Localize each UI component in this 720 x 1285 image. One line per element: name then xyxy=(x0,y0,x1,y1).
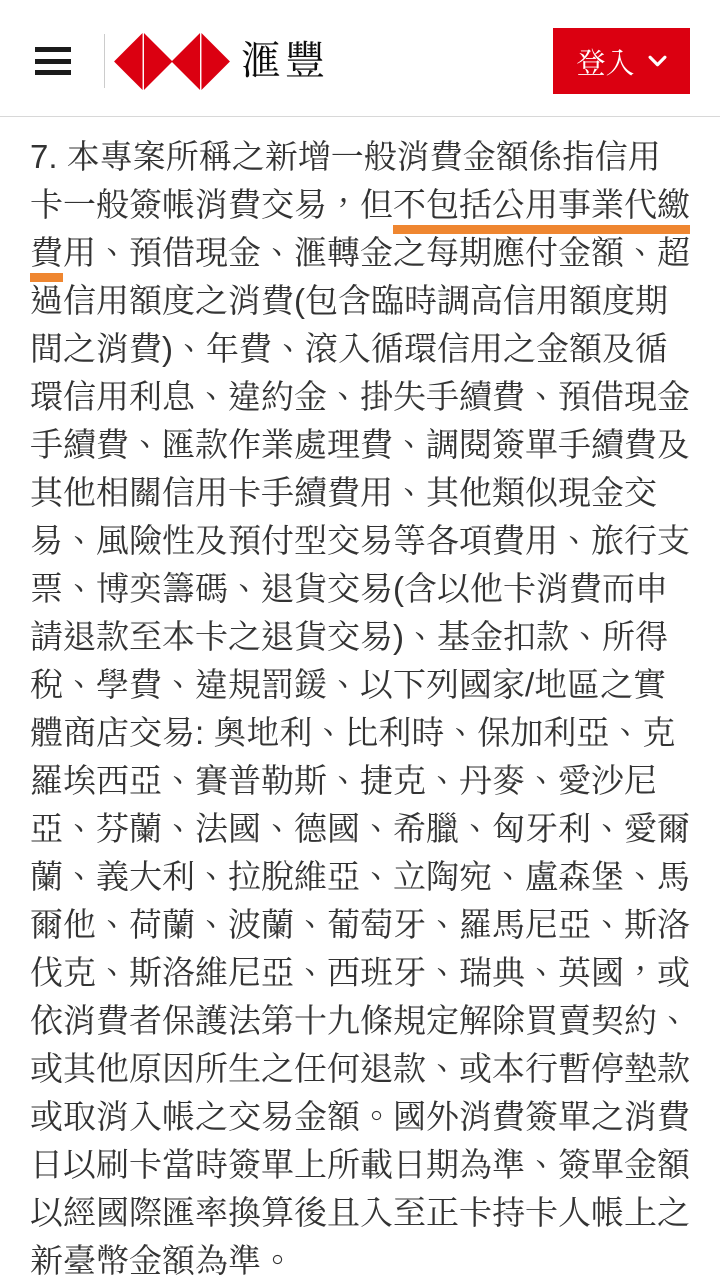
terms-paragraph xyxy=(30,133,690,1285)
terms-lead-text: 7. 本專案所稱之新增一般消費金額係指信用卡一般簽帳消費交易，但 xyxy=(30,138,661,223)
hamburger-bar xyxy=(35,70,71,75)
login-label: 登入 xyxy=(576,47,635,80)
brand-logo-link[interactable] xyxy=(114,33,329,90)
terms-content xyxy=(0,117,720,1285)
hamburger-bar xyxy=(35,47,71,52)
login-button[interactable] xyxy=(553,28,690,94)
header-divider xyxy=(104,34,105,88)
header xyxy=(0,0,720,117)
chevron-down-icon xyxy=(648,55,667,67)
terms-highlighted-text: 不包括公用事業代繳費 xyxy=(30,186,690,282)
terms-rest-text: 用、預借現金、滙轉金之每期應付金額、超過信用額度之消費(包含臨時調高信用額度期間之消費)、年費、滾入循環信用之金額及循環信用利息、違約金、掛失手續費、預借現金手續費、匯款作業處理費、調閱簽單手續費及其他相關信用卡手續費用、其他類似現金交易、風險性及預付型交易等各項費用、旅行支票、博奕籌碼、退貨交易(含以他卡消費而申請退款至本卡之退貨交易)、基金扣款、所得稅、學費、違規罰鍰、以下列國家/地區之實體商店交易: 奧地利、比利時、保加利亞、克羅埃西亞、賽普勒斯、捷克、丹麥、愛沙尼亞、芬蘭、法國、德國、希臘、匈牙利、愛爾蘭、義大利、拉脫維亞、立陶宛、盧森堡、馬爾他、荷蘭、波蘭、葡萄牙、羅馬尼亞、斯洛伐克、斯洛維尼亞、西班牙、瑞典、英國，或依消費者保護法第十九條規定解除買賣契約、或其他原因所生之任何退款、或本行暫停墊款或取消入帳之交易金額。國外消費簽單之消費日以刷卡當時簽單上所載日期為準、簽單金額以經國際匯率換算後且入至正卡持卡人帳上之新臺幣金額為準。 xyxy=(30,234,690,1279)
brand-name: 滙豐 xyxy=(241,39,329,83)
hamburger-menu-icon[interactable] xyxy=(35,47,71,75)
hamburger-bar xyxy=(35,59,71,64)
hsbc-hexagon-logo-icon xyxy=(114,33,230,90)
